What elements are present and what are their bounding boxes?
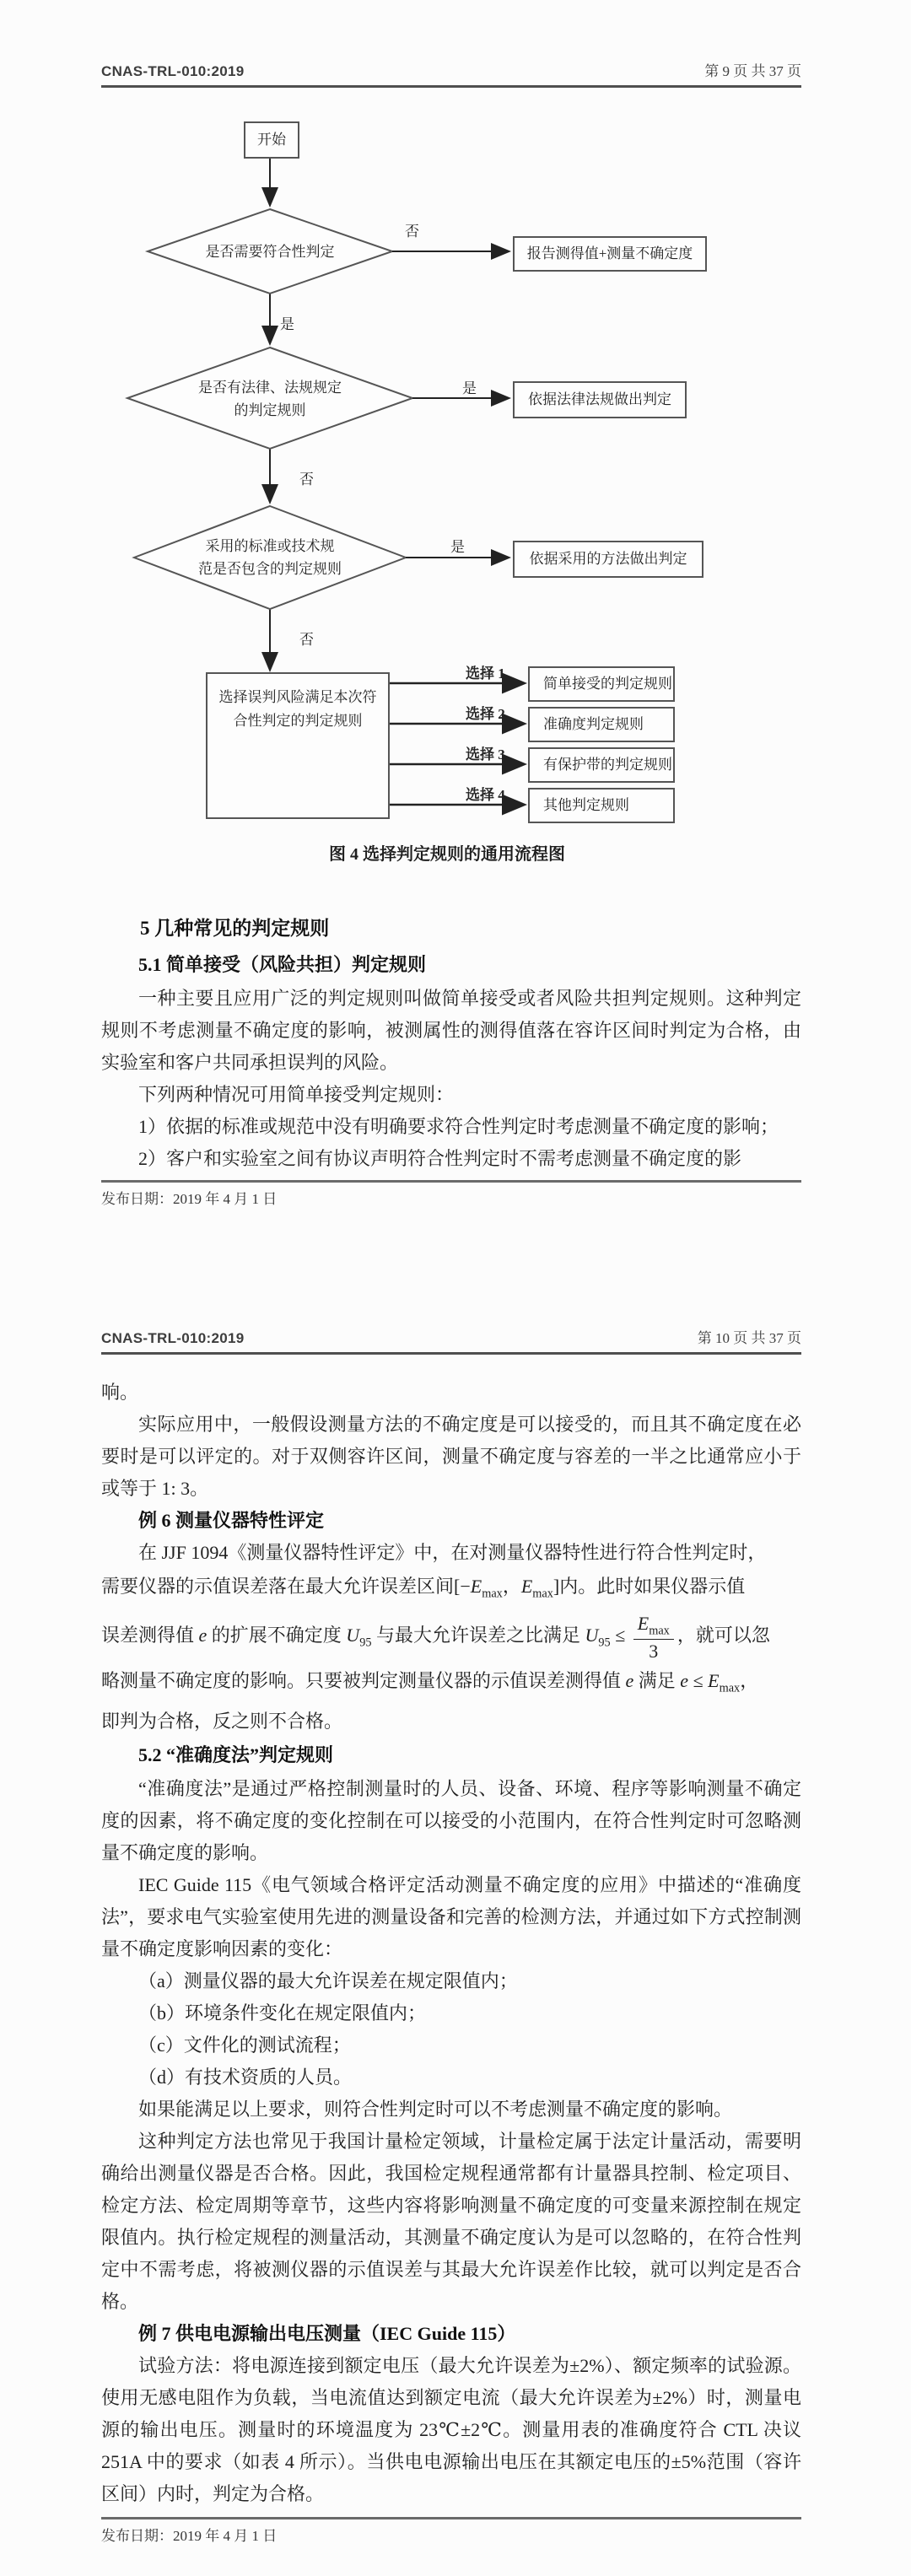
- formula-text: 即判为合格，反之则不合格。: [101, 1711, 343, 1732]
- list-item-1: 1）依据的标准或规范中没有明确要求符合性判定时考虑测量不确定度的影响；: [138, 1116, 779, 1137]
- select-risk-rule-box: [206, 672, 390, 819]
- rule-other-box: [528, 788, 675, 823]
- page2-footer: [101, 2517, 801, 2545]
- report-value-label: 报告测得值+测量不确定度: [526, 245, 693, 261]
- rule-accuracy-box: [528, 707, 675, 742]
- law-judgement-label: 依据法律法规做出判定: [528, 391, 671, 407]
- example-6-title: 例 6 测量仪器特性评定: [138, 1510, 325, 1531]
- document-id: CNAS-TRL-010:2019: [101, 63, 245, 79]
- page2-body: [101, 1377, 801, 2510]
- formula-line: [101, 1537, 801, 1569]
- branch-yes-3: 是: [450, 539, 465, 555]
- paragraph: 如果能满足以上要求，则符合性判定时可以不考虑测量不确定度的影响。: [138, 2099, 733, 2120]
- paragraph: “准确度法”是通过严格控制测量时的人员、设备、环境、程序等影响测量不确定度的因素，将不确定度的变化控制在可以接受的小范围内，在符合性判定时可忽略测量不确定度的影响。: [101, 1778, 801, 1863]
- paragraph: 下列两种情况可用简单接受判定规则：: [138, 1084, 455, 1105]
- document-id: CNAS-TRL-010:2019: [101, 1330, 245, 1346]
- page-number: 第 10 页 共 37 页: [697, 1330, 801, 1346]
- figure-4-caption: 图 4 选择判定规则的通用流程图: [329, 845, 565, 864]
- rule-simple-accept-label: 简单接受的判定规则: [543, 675, 672, 692]
- branch-no-1: 否: [405, 224, 419, 240]
- decision-law-rule-line1: 是否有法律、法规规定: [198, 380, 342, 396]
- branch-yes-2: 是: [462, 380, 477, 396]
- rule-accuracy-label: 准确度判定规则: [543, 715, 644, 732]
- method-judgement-box: [513, 541, 703, 578]
- section-5-2-heading: 5.2 “准确度法”判定规则: [138, 1744, 334, 1765]
- decision-standard-rule-line1: 采用的标准或技术规: [205, 538, 335, 554]
- paragraph: 这种判定方法也常见于我国计量检定领域，计量检定属于法定计量活动，需要明确给出测量仪器是否合格。因此，我国检定规程通常都有计量器具控制、检定项目、检定方法、检定周期等章节，这些内容将影响测量不确定度的可变量来源控制在规定限值内。执行检定规程的测量活动，其测量不确定度认为是可以忽略的，在符合性判定中不需考虑，将被测仪器的示值误差与其最大允许误差作比较，就可以判定是否合格。: [101, 2131, 801, 2312]
- law-judgement-box: [513, 381, 687, 418]
- rule-other-label: 其他判定规则: [543, 796, 629, 813]
- paragraph: IEC Guide 115《电气领域合格评定活动测量不确定度的应用》中描述的“准确度法”，要求电气实验室使用先进的测量设备和完善的检测方法，并通过如下方式控制测量不确定度影响因素的变化：: [101, 1874, 801, 1959]
- formula-text: 略测量不确定度的影响。只要被判定测量仪器的示值误差测得值 e 满足 $e \le E_{max}$，: [101, 1669, 759, 1695]
- section-5-heading: 5 几种常见的判定规则: [140, 918, 330, 939]
- list-item-c: （c）文件化的测试流程；: [138, 2034, 351, 2056]
- select-risk-line2: 合性判定的判定规则: [233, 713, 363, 729]
- branch-yes-1: 是: [280, 316, 294, 332]
- section-5-1-heading: 5.1 简单接受（风险共担）判定规则: [138, 954, 427, 975]
- method-judgement-label: 依据采用的方法做出判定: [529, 550, 687, 567]
- continuation-text: 响。: [101, 1382, 139, 1403]
- page-number: 第 9 页 共 37 页: [704, 63, 801, 79]
- start-label: 开始: [257, 131, 286, 148]
- select3-label: 选择 3: [466, 746, 505, 763]
- branch-no-3: 否: [299, 632, 314, 648]
- report-value-box: [513, 236, 707, 272]
- formula-line: [101, 1706, 801, 1738]
- paragraph: 试验方法：将电源连接到额定电压（最大允许误差为±2%）、额定频率的试验源。使用无感电阻作为负载，当电流值达到额定电流（最大允许误差为±2%）时，测量电源的输出电压。测量时的环境温度为 23℃±2℃。测量用表的准确度符合 CTL 决议 251A 中的要求（如表 4 所示）。当供电电源输出电压在其额定电压的±5%范围（容许区间）内时，判定为合格。: [101, 2355, 801, 2504]
- page2-header: [101, 1326, 801, 1355]
- rule-guard-band-label: 有保护带的判定规则: [543, 756, 672, 773]
- select4-label: 选择 4: [466, 787, 505, 803]
- select1-label: 选择 1: [466, 666, 505, 682]
- branch-no-2: 否: [299, 472, 314, 488]
- rule-simple-accept-box: [528, 666, 675, 702]
- formula-line: [101, 1569, 801, 1611]
- list-item-d: （d）有技术资质的人员。: [138, 2067, 353, 2088]
- page1-header: [101, 59, 801, 88]
- rule-guard-band-box: [528, 747, 675, 783]
- formula-line: [101, 1663, 801, 1706]
- formula-text: 在 JJF 1094《测量仪器特性评定》中，在对测量仪器特性进行符合性判定时，: [138, 1542, 767, 1563]
- paragraph: 实际应用中，一般假设测量方法的不确定度是可以接受的，而且其不确定度在必要时是可以评定的。对于双侧容许区间，测量不确定度与容差的一半之比通常应小于或等于 1: 3。: [101, 1414, 801, 1499]
- page1-body: [101, 910, 801, 1175]
- list-item-2: 2）客户和实验室之间有协议声明符合性判定时不需考虑测量不确定度的影: [138, 1148, 742, 1169]
- list-item-b: （b）环境条件变化在规定限值内；: [138, 2002, 427, 2024]
- decision-need-conformity: 是否需要符合性判定: [205, 244, 335, 260]
- page1-footer: [101, 1180, 801, 1208]
- publish-date: 发布日期：2019 年 4 月 1 日: [101, 2528, 278, 2544]
- formula-text: 误差测得值 e 的扩展不确定度 $U_{95}$ 与最大允许误差之比满足 $U_{95}$ ≤ $\frac{E_{max}}{3}$ ，就可以忽: [101, 1612, 770, 1662]
- decision-standard-rule-line2: 范是否包含的判定规则: [198, 561, 342, 577]
- select2-label: 选择 2: [466, 706, 505, 722]
- start-node: [244, 121, 299, 159]
- example-7-title: 例 7 供电电源输出电压测量（IEC Guide 115）: [138, 2323, 516, 2344]
- publish-date: 发布日期：2019 年 4 月 1 日: [101, 1191, 278, 1207]
- list-item-a: （a）测量仪器的最大允许误差在规定限值内；: [138, 1970, 518, 1991]
- decision-rule-flowchart: [84, 113, 725, 876]
- paragraph: 一种主要且应用广泛的判定规则叫做简单接受或者风险共担判定规则。这种判定规则不考虑测量不确定度的影响，被测属性的测得值落在容许区间时判定为合格，由实验室和客户共同承担误判的风险。: [101, 988, 801, 1073]
- formula-text: 需要仪器的示值误差落在最大允许误差区间[$-E_{max}$，$E_{max}$]内。此时如果仪器示值: [101, 1575, 746, 1601]
- decision-law-rule-line2: 的判定规则: [234, 402, 306, 418]
- formula-line: [101, 1611, 801, 1663]
- select-risk-line1: 选择误判风险满足本次符: [218, 689, 377, 705]
